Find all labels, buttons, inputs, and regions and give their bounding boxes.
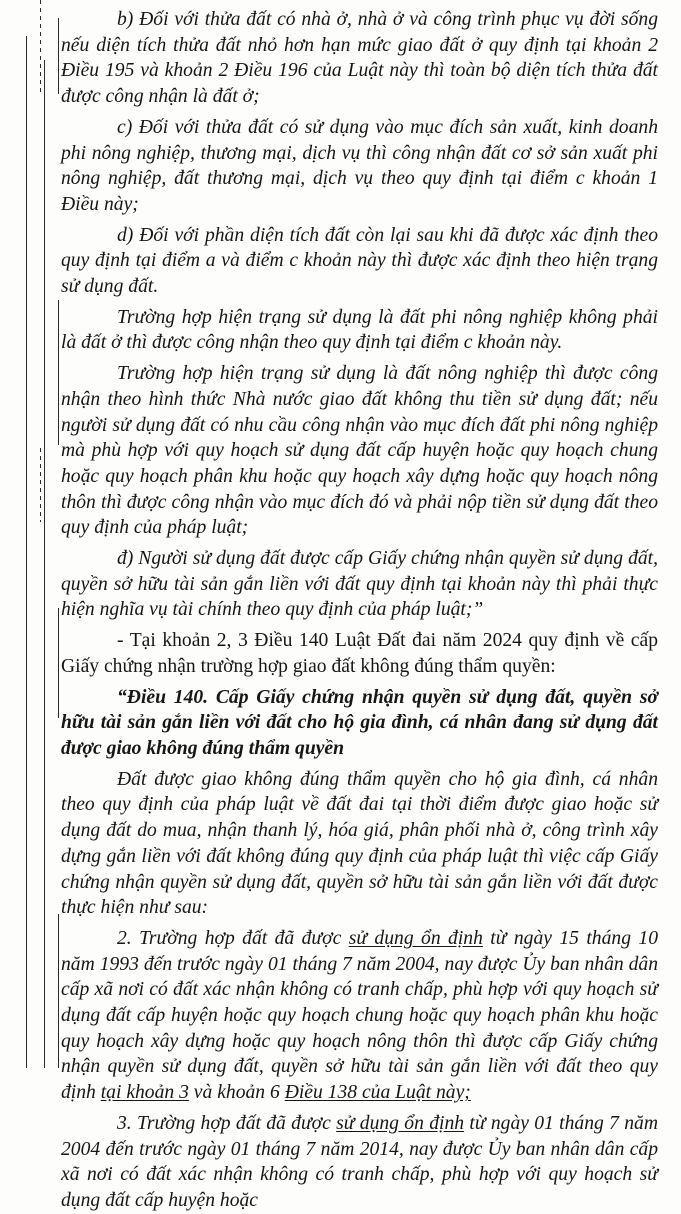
text-run: 3. Trường hợp đất đã được [117,1112,337,1134]
document-body [61,7,658,1214]
paragraph-11 [61,1111,658,1214]
text-run: Đất được giao không đúng thẩm quyền cho hộ gia đình, cá nhân theo quy định của pháp luật về đất đai tại thời điểm được giao hoặc sử dụng đất do mua, nhận thanh lý, hóa giá, phân phối nhà ở, công trình xây dựng gắn liền với đất không đúng quy định của pháp luật thì việc cấp Giấy chứng nhận quyền sử dụng đất, quyền sở hữu tài sản gắn liền với đất được thực hiện như sau: [61,768,658,919]
text-run: từ ngày 15 tháng 10 năm 1993 đến trước ngày 01 tháng 7 năm 2004, nay được Ủy ban nhân dân cấp xã nơi có đất xác nhận không có tranh chấp, phù hợp với quy hoạch sử dụng đất cấp huyện hoặc quy hoạch chung hoặc quy hoạch phân khu hoặc quy hoạch xây dựng hoặc quy hoạch nông thôn thì được cấp Giấy chứng nhận quyền sử dụng đất, quyền sở hữu tài sản gắn liền với đất theo quy định [61,927,659,1104]
paragraph-5 [61,361,658,541]
text-run: Trường hợp hiện trạng sử dụng là đất nông nghiệp thì được công nhận theo hình thức Nhà nước giao đất không thu tiền sử dụng đất; nếu người sử dụng đất có nhu cầu công nhận vào mục đích đất phi nông nghiệp mà phù hợp với quy hoạch sử dụng đất cấp huyện hoặc quy hoạch chung hoặc quy hoạch phân khu hoặc quy hoạch xây dựng hoặc quy hoạch nông thôn thì được công nhận vào mục đích đó và phải nộp tiền sử dụng đất theo quy định của pháp luật; [61,363,658,539]
text-run: c) Đối với thửa đất có sử dụng vào mục đích sản xuất, kinh doanh phi nông nghiệp, thương mại, dịch vụ thì công nhận đất cơ sở sản xuất phi nông nghiệp, đất thương mại, dịch vụ theo quy định tại điểm c khoản 1 Điều này; [61,116,658,215]
text-run: và khoản 6 [188,1082,285,1104]
paragraph-9 [61,767,658,921]
text-run: d) Đối với phần diện tích đất còn lại sau khi đã được xác định theo quy định tại điểm a và điểm c khoản này thì được xác định theo hiện trạng sử dụng đất. [61,224,658,298]
text-run: Trường hợp hiện trạng sử dụng là đất phi nông nghiệp không phải là đất ở thì được công nhận theo quy định tại điểm c khoản này. [61,306,658,354]
text-run: đ) Người sử dụng đất được cấp Giấy chứng nhận quyền sử dụng đất, quyền sở hữu tài sản gắn liền với đất quy định tại khoản này thì phải thực hiện nghĩa vụ tài chính theo quy định của pháp luật;” [61,548,658,621]
text-run: b) Đối với thửa đất có nhà ở, nhà ở và công trình phục vụ đời sống nếu diện tích thửa đất nhỏ hơn hạn mức giao đất ở quy định tại khoản 2 Điều 195 và khoản 2 Điều 196 của Luật này thì toàn bộ diện tích thửa đất được công nhận là đất ở; [61,9,658,108]
paragraph-8 [61,685,658,762]
paragraph-6 [61,546,658,623]
underlined-text-run: sử dụng ổn định [336,1112,465,1134]
text-run: - Tại khoản 2, 3 Điều 140 Luật Đất đai năm 2024 quy định về cấp Giấy chứng nhận trường hợp giao đất không đúng thẩm quyền: [61,630,658,677]
underlined-text-run: Điều 138 của Luật này; [284,1082,471,1104]
underlined-text-run: tại khoản 3 [100,1082,189,1104]
paragraph-7 [61,628,658,679]
paragraph-1 [61,7,658,110]
paragraph-3 [61,223,658,300]
text-run: 2. Trường hợp đất đã được [117,927,349,949]
paragraph-10 [61,926,658,1106]
text-run: từ ngày 01 tháng 7 năm 2004 đến trước ngày 01 tháng 7 năm 2014, nay được Ủy ban nhân dân cấp xã nơi có đất xác nhận không có tranh chấp, phù hợp với quy hoạch sử dụng đất cấp huyện hoặc [61,1112,658,1211]
paragraph-4 [61,305,658,356]
text-run: “Điều 140. Cấp Giấy chứng nhận quyền sử dụng đất, quyền sở hữu tài sản gắn liền với đất cho hộ gia đình, cá nhân đang sử dụng đất được giao không đúng thẩm quyền [61,686,658,759]
paragraph-2 [61,115,658,218]
underlined-text-run: sử dụng ổn định [348,927,483,949]
